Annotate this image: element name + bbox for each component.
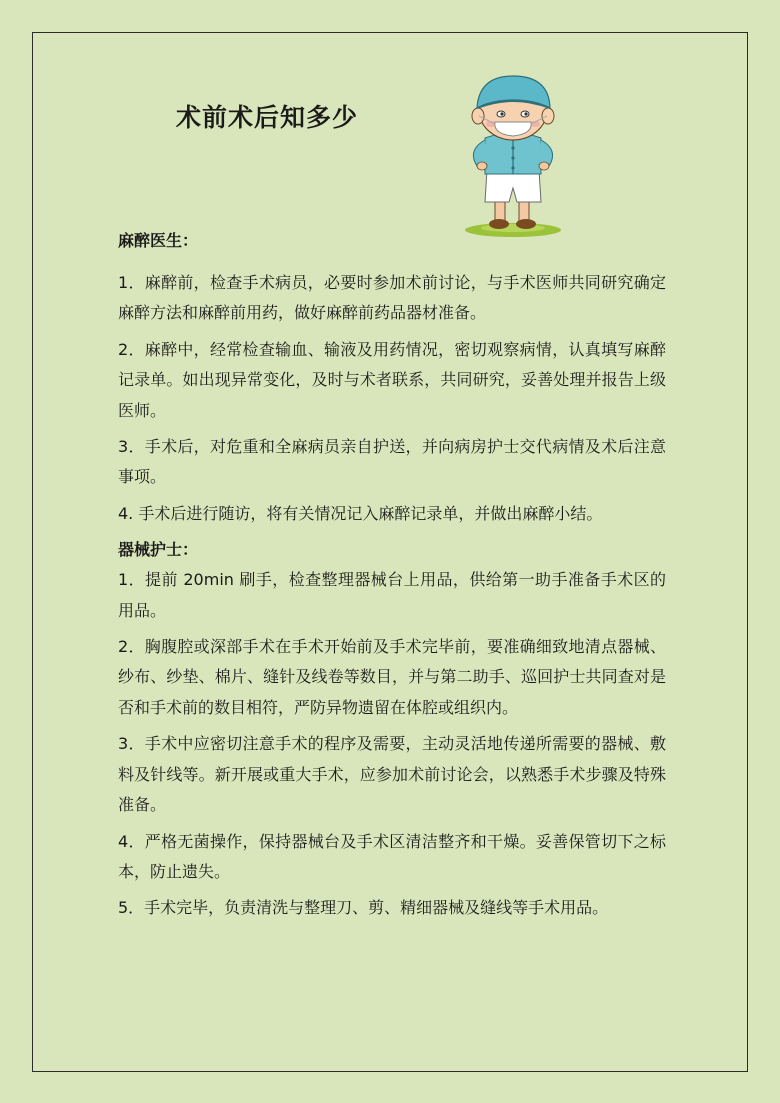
list-item: 1．麻醉前，检查手术病员，必要时参加术前讨论，与手术医师共同研究确定麻醉方法和麻醉前用药，做好麻醉前药品器材准备。 [118,273,666,323]
doctor-illustration [455,70,585,240]
section-heading-anesthesiologist: 麻醉医生： [118,231,199,250]
list-item: 2．胸腹腔或深部手术在手术开始前及手术完毕前，要准确细致地清点器械、纱布、纱垫、棉片、缝针及线卷等数目，并与第二助手、巡回护士共同查对是否和手术前的数目相符，严防异物遗留在体腔或组织内。 [118,637,666,717]
page-title: 术前术后知多少 [176,103,359,132]
section-heading-scrub-nurse: 器械护士： [118,540,199,560]
list-item: 4. 手术后进行随访，将有关情况记入麻醉记录单，并做出麻醉小结。 [118,503,603,523]
list-item: 5．手术完毕，负责清洗与整理刀、剪、精细器械及缝线等手术用品。 [118,898,609,918]
list-item: 2．麻醉中，经常检查输血、输液及用药情况，密切观察病情，认真填写麻醉记录单。如出现异常变化，及时与术者联系，共同研究，妥善处理并报告上级医师。 [118,339,666,420]
list-item: 1．提前 20min 刷手，检查整理器械台上用品，供给第一助手准备手术区的用品。 [118,570,666,620]
main-content [118,226,666,924]
list-item: 4．严格无菌操作，保持器械台及手术区清洁整齐和干燥。妥善保管切下之标本，防止遗失。 [118,831,666,881]
list-item: 3．手术中应密切注意手术的程序及需要，主动灵活地传递所需要的器械、敷料及针线等。新开展或重大手术，应参加术前讨论会，以熟悉手术步骤及特殊准备。 [118,734,666,815]
list-item: 3．手术后，对危重和全麻病员亲自护送，并向病房护士交代病情及术后注意事项。 [118,437,666,487]
